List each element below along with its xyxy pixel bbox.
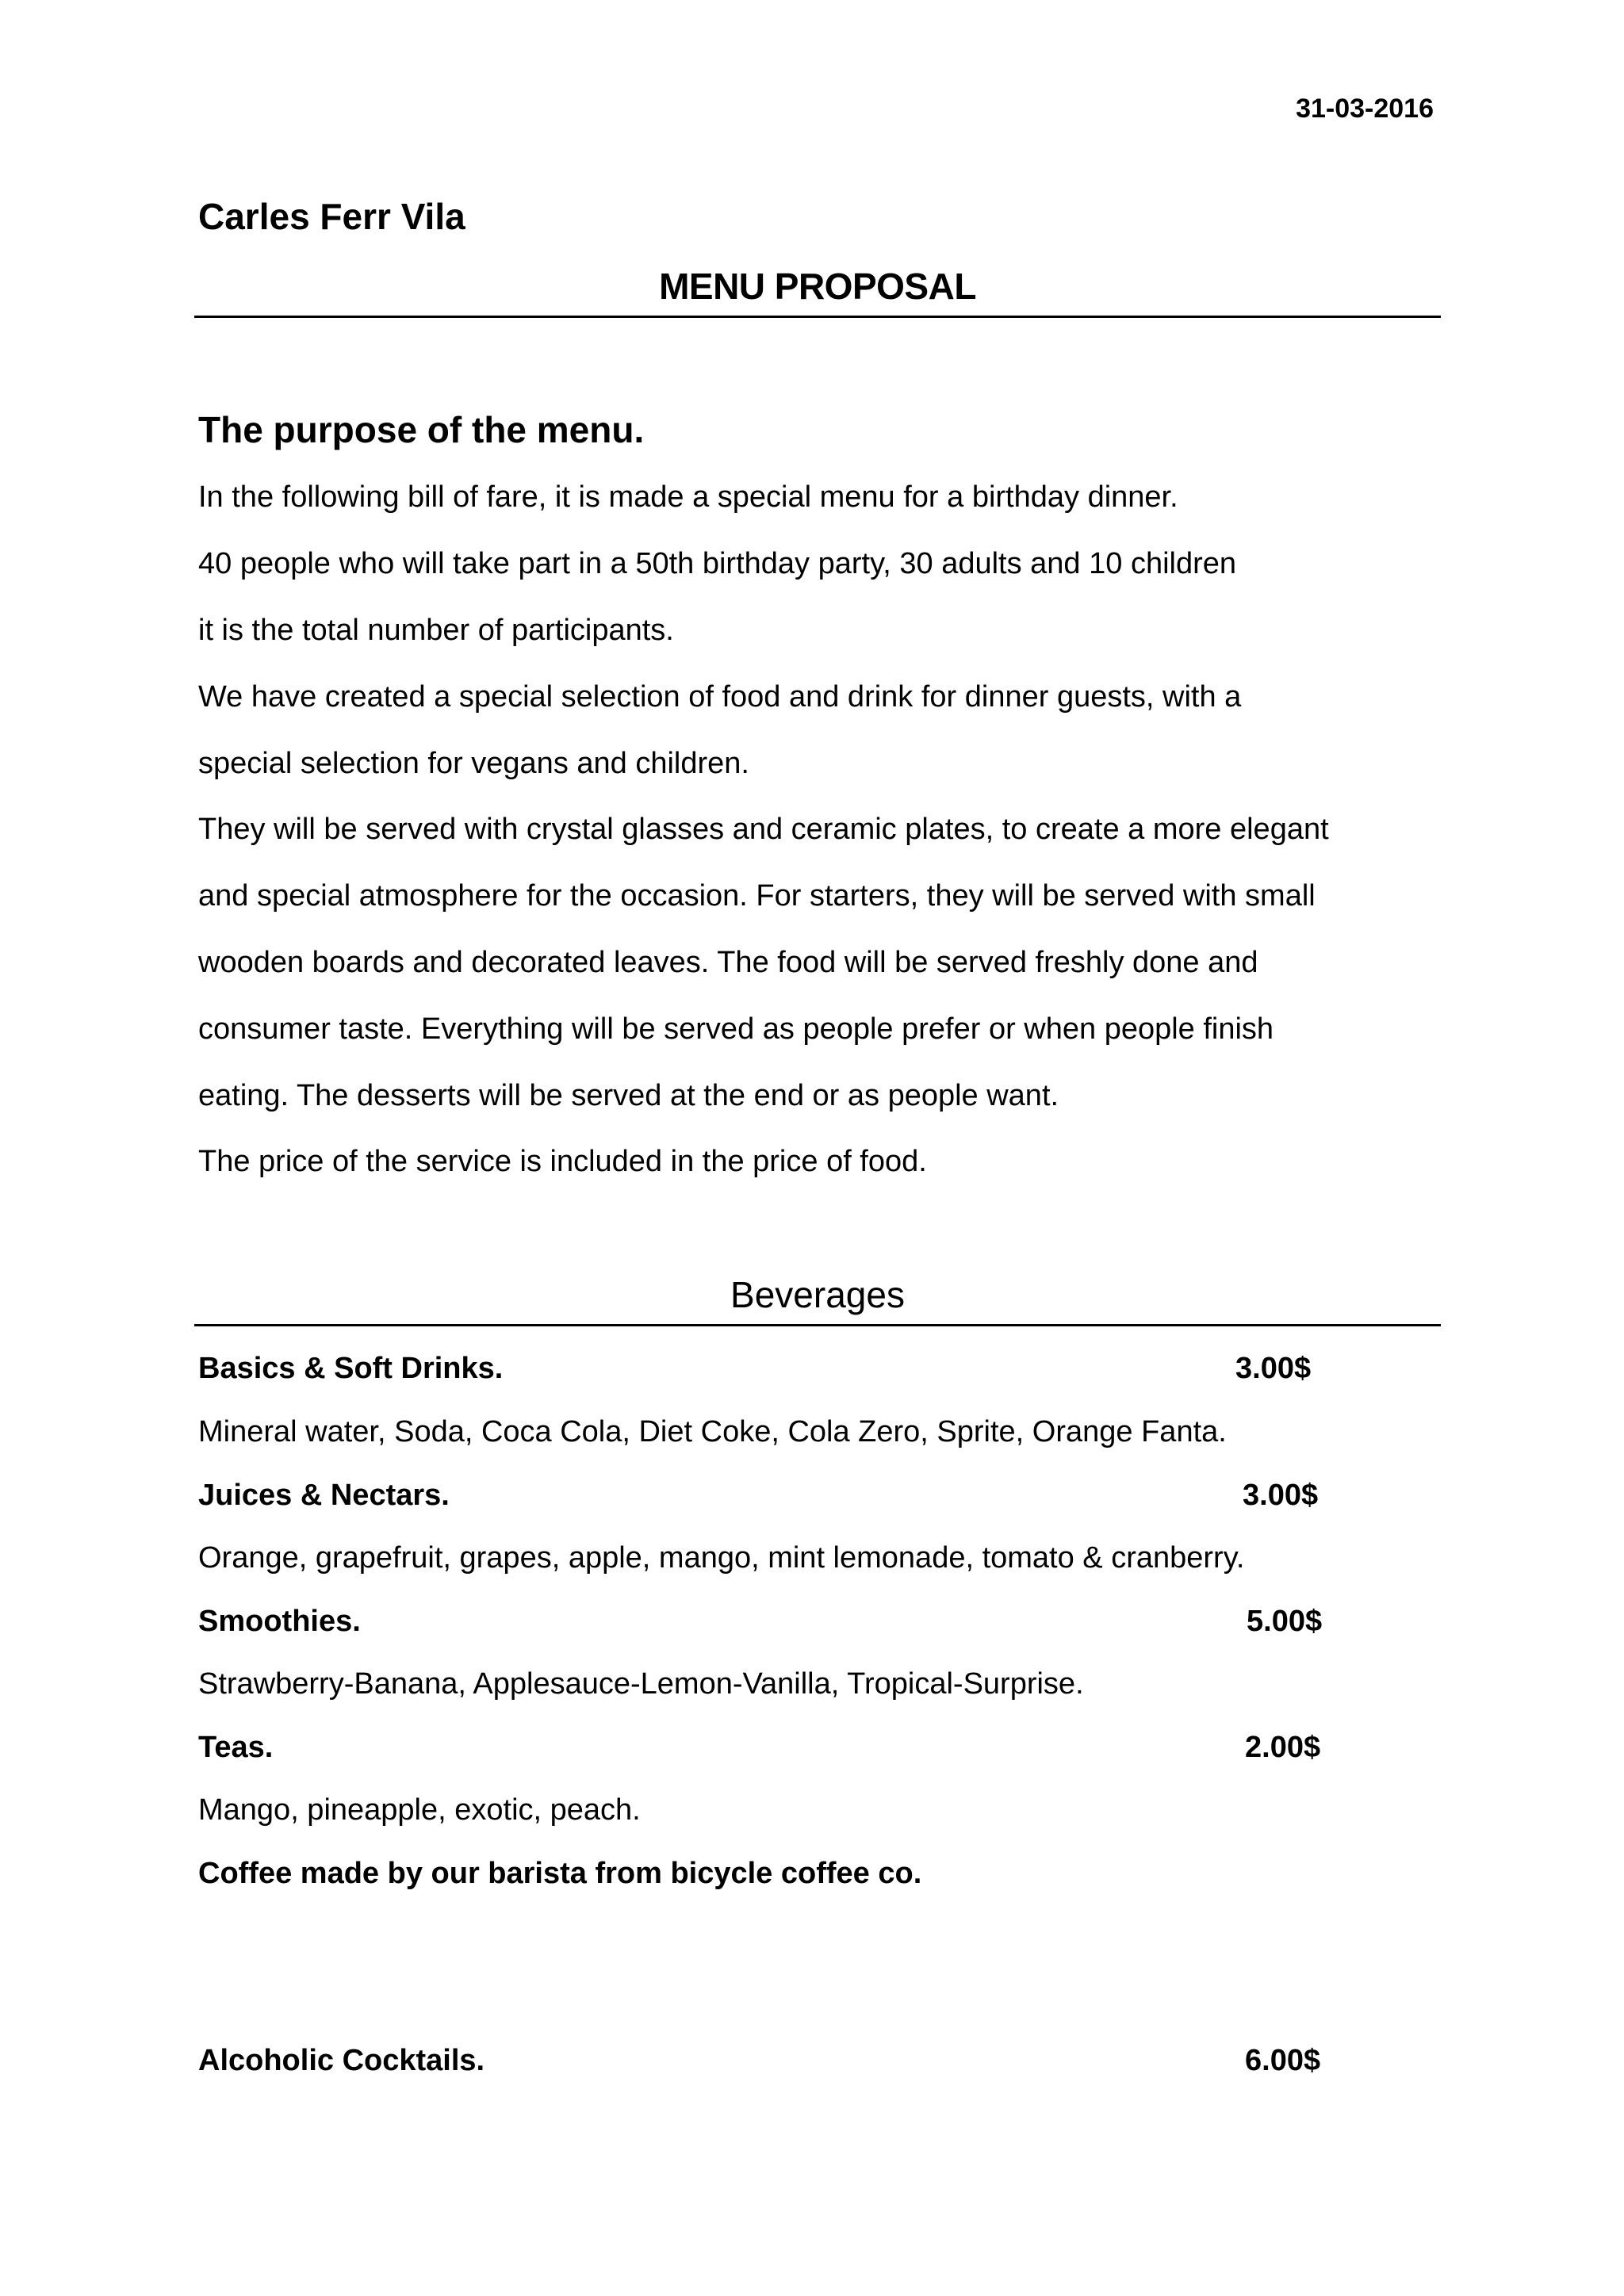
beverage-item-price: 3.00$ <box>1235 1352 1312 1385</box>
author-name: Carles Ferr Vila <box>198 196 465 237</box>
cocktails-item-name: Alcoholic Cocktails. <box>198 2044 485 2077</box>
beverage-item-price: 5.00$ <box>1247 1605 1323 1638</box>
beverage-item-name: Basics & Soft Drinks. <box>198 1352 504 1385</box>
beverage-item-price: 3.00$ <box>1243 1479 1319 1512</box>
purpose-line: The price of the service is included in the price of food. <box>198 1145 927 1178</box>
coffee-note: Coffee made by our barista from bicycle coffee co. <box>198 1857 922 1890</box>
purpose-line: 40 people who will take part in a 50th birthday party, 30 adults and 10 children <box>198 547 1237 580</box>
beverage-item-price: 2.00$ <box>1245 1731 1321 1764</box>
beverages-heading: Beverages <box>730 1274 905 1315</box>
purpose-line: They will be served with crystal glasses and ceramic plates, to create a more elegant <box>198 813 1329 846</box>
beverage-item-name: Smoothies. <box>198 1605 361 1638</box>
document-title: MENU PROPOSAL <box>659 266 976 307</box>
purpose-line: We have created a special selection of food and drink for dinner guests, with a <box>198 680 1242 714</box>
beverage-item-description: Orange, grapefruit, grapes, apple, mango, mint lemonade, tomato & cranberry. <box>198 1541 1245 1575</box>
beverage-item-name: Juices & Nectars. <box>198 1479 450 1512</box>
beverages-divider <box>194 1324 1441 1326</box>
purpose-line: In the following bill of fare, it is made a special menu for a birthday dinner. <box>198 480 1178 514</box>
beverage-item-description: Strawberry-Banana, Applesauce-Lemon-Vanilla, Tropical-Surprise. <box>198 1667 1084 1701</box>
beverage-item-description: Mineral water, Soda, Coca Cola, Diet Coke, Cola Zero, Sprite, Orange Fanta. <box>198 1415 1227 1448</box>
purpose-line: special selection for vegans and children. <box>198 747 749 780</box>
purpose-line: eating. The desserts will be served at the end or as people want. <box>198 1079 1059 1112</box>
beverage-item-name: Teas. <box>198 1731 274 1764</box>
purpose-heading: The purpose of the menu. <box>198 409 645 450</box>
beverage-item-description: Mango, pineapple, exotic, peach. <box>198 1793 641 1827</box>
document-date: 31-03-2016 <box>1296 94 1434 124</box>
title-divider <box>194 316 1441 318</box>
purpose-line: and special atmosphere for the occasion. For starters, they will be served with small <box>198 879 1316 913</box>
cocktails-item-price: 6.00$ <box>1245 2044 1321 2077</box>
purpose-line: wooden boards and decorated leaves. The food will be served freshly done and <box>198 946 1258 979</box>
purpose-line: consumer taste. Everything will be served as people prefer or when people finish <box>198 1012 1274 1046</box>
purpose-line: it is the total number of participants. <box>198 614 674 647</box>
